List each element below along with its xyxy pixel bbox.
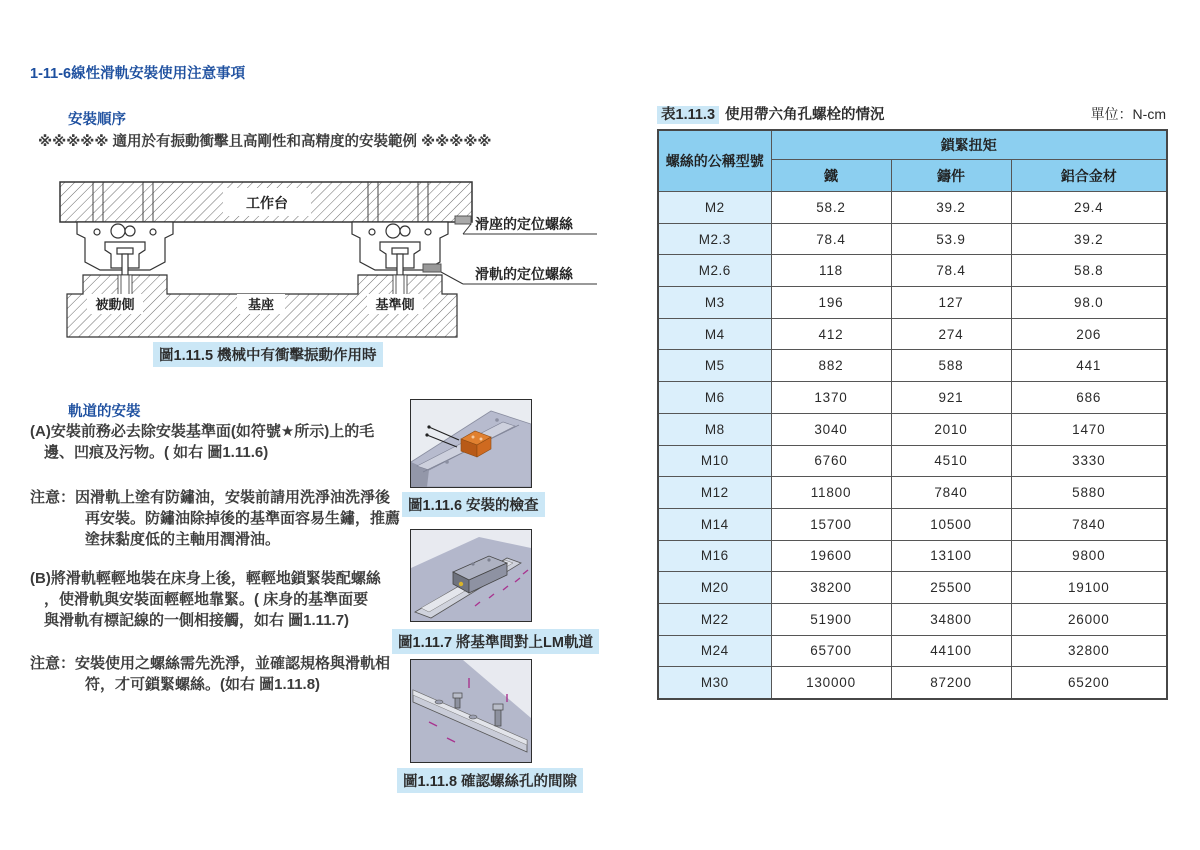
aluminum-torque-cell: 39.2 (1011, 223, 1167, 255)
left-bolt-shaft (121, 275, 129, 295)
section-heading-rail-install: 軌道的安裝 (68, 404, 141, 420)
iron-torque-cell: 15700 (771, 508, 891, 540)
figure-image-1-11-7 (410, 529, 532, 622)
casting-torque-cell: 39.2 (891, 192, 1011, 224)
table-row (658, 572, 1167, 604)
screw-size-cell: M24 (658, 635, 771, 667)
torque-table-section (657, 103, 1166, 700)
table-row (658, 318, 1167, 350)
screw-size-cell: M14 (658, 508, 771, 540)
casting-torque-cell: 2010 (891, 413, 1011, 445)
note-2-line: 符，才可鎖緊螺絲。(如右 圖1.11.8) (85, 676, 321, 693)
note-1-line: 再安裝。防鏽油除掉後的基準面容易生鏽，推薦 (85, 510, 401, 527)
column-header-aluminum: 鋁合金材 (1011, 160, 1167, 192)
aluminum-torque-cell: 65200 (1011, 667, 1167, 699)
iron-torque-cell: 118 (771, 255, 891, 287)
figure-image-1-11-8 (410, 659, 532, 763)
table-row (658, 540, 1167, 572)
carriage-set-screw-label: 滑座的定位螺絲 (475, 216, 573, 232)
iron-torque-cell: 412 (771, 318, 891, 350)
screw-size-cell: M12 (658, 477, 771, 509)
vibration-cross-section-diagram (55, 172, 600, 344)
aluminum-torque-cell: 29.4 (1011, 192, 1167, 224)
table-row (658, 255, 1167, 287)
aluminum-torque-cell: 3330 (1011, 445, 1167, 477)
bolt-hole-clearance-illustration (411, 660, 531, 762)
paragraph-a (30, 421, 374, 463)
figure-caption-1-11-5: 圖1.11.5 機械中有衝擊振動作用時 (153, 342, 383, 367)
screw-size-cell: M6 (658, 382, 771, 414)
casting-torque-cell: 921 (891, 382, 1011, 414)
iron-torque-cell: 58.2 (771, 192, 891, 224)
note-1-line: 注意：因滑軌上塗有防鏽油，安裝前請用洗淨油洗淨後 (30, 489, 391, 506)
table-row (658, 508, 1167, 540)
carriage-set-screw-shape (455, 216, 471, 224)
rail-alignment-illustration (411, 530, 531, 621)
figure-image-1-11-6 (410, 399, 532, 488)
section-heading-install-order: 安裝順序 (68, 112, 126, 128)
table-label: 表1.11.3 (657, 106, 719, 124)
rail-set-screw-shape (423, 264, 441, 272)
casting-torque-cell: 127 (891, 287, 1011, 319)
screw-size-cell: M2.3 (658, 223, 771, 255)
datum-side-label: 基準側 (375, 297, 415, 312)
table-title: 使用帶六角孔螺栓的情況 (725, 107, 885, 123)
casting-torque-cell: 25500 (891, 572, 1011, 604)
aluminum-torque-cell: 58.8 (1011, 255, 1167, 287)
table-row (658, 287, 1167, 319)
iron-torque-cell: 65700 (771, 635, 891, 667)
table-row (658, 445, 1167, 477)
table-row (658, 635, 1167, 667)
aluminum-torque-cell: 5880 (1011, 477, 1167, 509)
aluminum-torque-cell: 19100 (1011, 572, 1167, 604)
paragraph-b-line: ，使滑軌與安裝面輕輕地靠緊。( 床身的基準面要 (44, 591, 369, 608)
column-header-iron: 鐵 (771, 160, 891, 192)
figure-caption-1-11-7: 圖1.11.7 將基準間對上LM軌道 (392, 629, 599, 654)
iron-torque-cell: 19600 (771, 540, 891, 572)
driven-side-label: 被動側 (95, 297, 135, 312)
screw-size-cell: M8 (658, 413, 771, 445)
table-unit: 單位：N-cm (1090, 106, 1166, 122)
install-order-note: ※※※※※ 適用於有振動衝擊且高剛性和高精度的安裝範例 ※※※※※ (38, 134, 492, 150)
paragraph-a-line: (A)安裝前務必去除安裝基準面(如符號★所示)上的毛 (30, 423, 375, 440)
casting-torque-cell: 53.9 (891, 223, 1011, 255)
aluminum-torque-cell: 9800 (1011, 540, 1167, 572)
screw-size-cell: M10 (658, 445, 771, 477)
table-row (658, 603, 1167, 635)
screw-size-cell: M2 (658, 192, 771, 224)
note-2 (30, 653, 390, 695)
table-row (658, 477, 1167, 509)
base-label: 基座 (247, 297, 275, 312)
casting-torque-cell: 588 (891, 350, 1011, 382)
iron-torque-cell: 196 (771, 287, 891, 319)
table-row (658, 382, 1167, 414)
paragraph-b-line: 與滑軌有標記線的一側相接觸，如右 圖1.11.7) (44, 612, 350, 629)
table-row (658, 223, 1167, 255)
aluminum-torque-cell: 26000 (1011, 603, 1167, 635)
casting-torque-cell: 13100 (891, 540, 1011, 572)
page-title: 1-11-6線性滑軌安裝使用注意事項 (30, 66, 246, 82)
iron-torque-cell: 11800 (771, 477, 891, 509)
screw-size-cell: M5 (658, 350, 771, 382)
iron-torque-cell: 882 (771, 350, 891, 382)
screw-size-cell: M16 (658, 540, 771, 572)
screw-size-cell: M4 (658, 318, 771, 350)
note-1 (30, 487, 400, 550)
casting-torque-cell: 78.4 (891, 255, 1011, 287)
aluminum-torque-cell: 441 (1011, 350, 1167, 382)
paragraph-b-line: (B)將滑軌輕輕地裝在床身上後，輕輕地鎖緊裝配螺絲 (30, 570, 381, 587)
note-1-line: 塗抹黏度低的主軸用潤滑油。 (85, 531, 281, 548)
iron-torque-cell: 130000 (771, 667, 891, 699)
casting-torque-cell: 7840 (891, 477, 1011, 509)
table-row (658, 192, 1167, 224)
torque-table-title-row (657, 103, 1166, 124)
figure-caption-1-11-8: 圖1.11.8 確認螺絲孔的間隙 (397, 768, 583, 793)
paragraph-b (30, 568, 381, 631)
iron-torque-cell: 38200 (771, 572, 891, 604)
casting-torque-cell: 87200 (891, 667, 1011, 699)
aluminum-torque-cell: 98.0 (1011, 287, 1167, 319)
aluminum-torque-cell: 686 (1011, 382, 1167, 414)
screw-size-cell: M22 (658, 603, 771, 635)
casting-torque-cell: 10500 (891, 508, 1011, 540)
aluminum-torque-cell: 7840 (1011, 508, 1167, 540)
worktable-label: 工作台 (246, 195, 288, 211)
oilstone-check-illustration (411, 400, 531, 487)
aluminum-torque-cell: 1470 (1011, 413, 1167, 445)
column-header-casting: 鑄件 (891, 160, 1011, 192)
casting-torque-cell: 274 (891, 318, 1011, 350)
table-row (658, 413, 1167, 445)
aluminum-torque-cell: 32800 (1011, 635, 1167, 667)
aluminum-torque-cell: 206 (1011, 318, 1167, 350)
iron-torque-cell: 51900 (771, 603, 891, 635)
iron-torque-cell: 6760 (771, 445, 891, 477)
paragraph-a-line: 邊、凹痕及污物。( 如右 圖1.11.6) (44, 444, 269, 461)
right-bolt-shaft (396, 275, 404, 295)
screw-size-cell: M20 (658, 572, 771, 604)
table-row (658, 350, 1167, 382)
column-header-size: 螺絲的公稱型號 (658, 130, 771, 192)
casting-torque-cell: 44100 (891, 635, 1011, 667)
table-row (658, 667, 1167, 699)
torque-table (657, 129, 1168, 700)
screw-size-cell: M2.6 (658, 255, 771, 287)
iron-torque-cell: 1370 (771, 382, 891, 414)
casting-torque-cell: 34800 (891, 603, 1011, 635)
screw-size-cell: M3 (658, 287, 771, 319)
casting-torque-cell: 4510 (891, 445, 1011, 477)
rail-set-screw-label: 滑軌的定位螺絲 (475, 266, 573, 282)
iron-torque-cell: 78.4 (771, 223, 891, 255)
note-2-line: 注意：安裝使用之螺絲需先洗淨，並確認規格與滑軌相 (30, 655, 391, 672)
screw-size-cell: M30 (658, 667, 771, 699)
iron-torque-cell: 3040 (771, 413, 891, 445)
figure-caption-1-11-6: 圖1.11.6 安裝的檢查 (402, 492, 545, 517)
column-header-torque-group: 鎖緊扭矩 (771, 130, 1167, 160)
